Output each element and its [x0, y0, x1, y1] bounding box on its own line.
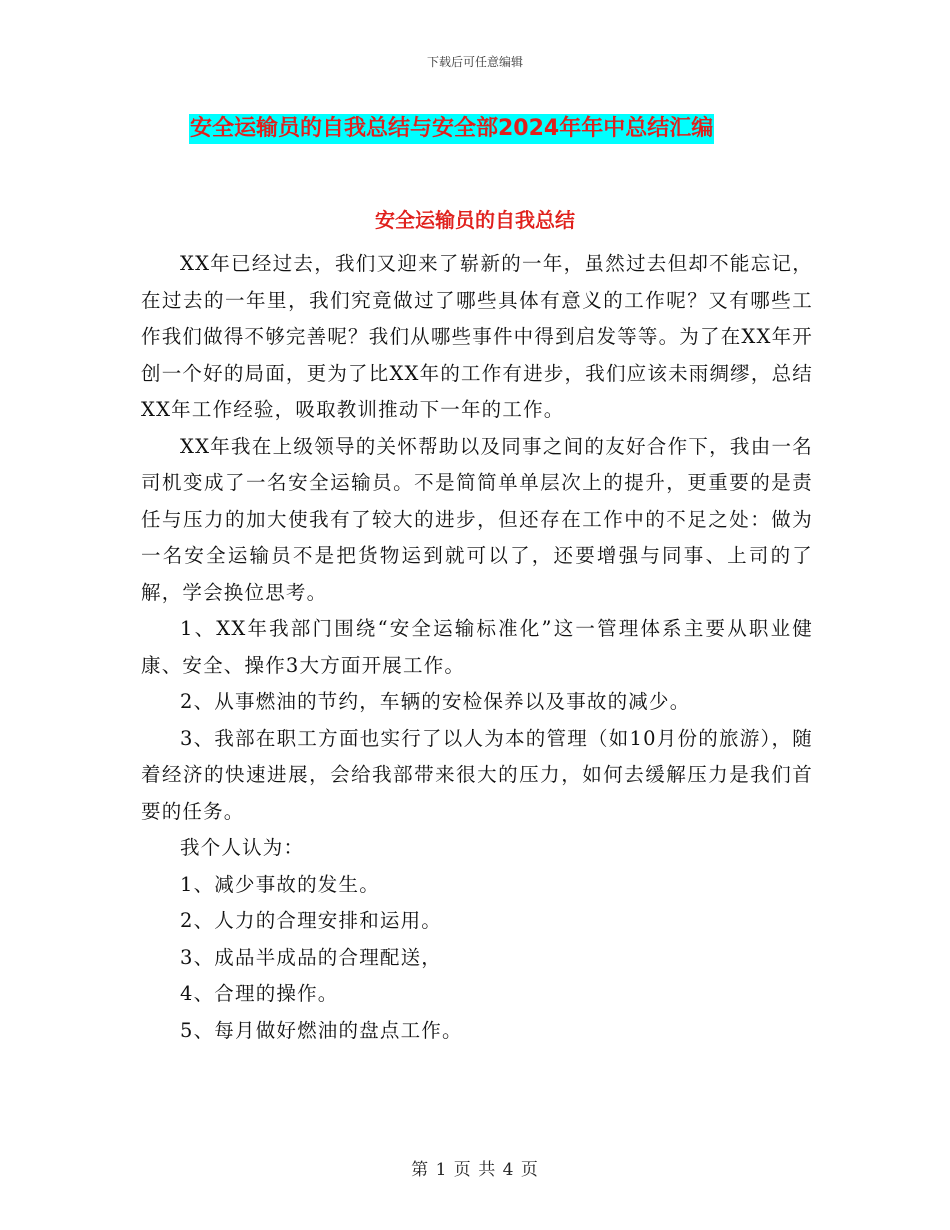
- paragraph: XX年我在上级领导的关怀帮助以及同事之间的友好合作下，我由一名司机变成了一名安全运输员。不是简简单单层次上的提升，更重要的是责任与压力的加大使我有了较大的进步，但还存在工作中的不足之处：做为一名安全运输员不是把货物运到就可以了，还要增强与同事、上司的了解，学会换位思考。: [141, 434, 813, 604]
- list-item: 1、减少事故的发生。: [180, 872, 380, 896]
- section-title: 安全运输员的自我总结: [375, 208, 575, 232]
- list-item: 2、人力的合理安排和运用。: [180, 909, 443, 932]
- document-body: [141, 246, 813, 1049]
- list-item: 3、成品半成品的合理配送，: [180, 945, 443, 969]
- header-note: 下载后可任意编辑: [426, 55, 523, 69]
- paragraph: 2、从事燃油的节约，车辆的安检保养以及事故的减少。: [180, 690, 691, 713]
- list-item: 5、每月做好燃油的盘点工作。: [180, 1018, 463, 1042]
- paragraph: 3、我部在职工方面也实行了以人为本的管理（如10月份的旅游），随着经济的快速进展，会给我部带来很大的压力，如何去缓解压力是我们首要的任务。: [141, 726, 813, 823]
- page-footer: 第 1 页 共 4 页: [411, 1160, 539, 1180]
- paragraph: XX年已经过去，我们又迎来了崭新的一年，虽然过去但却不能忘记，在过去的一年里，我们究竟做过了哪些具体有意义的工作呢？又有哪些工作我们做得不够完善呢？我们从哪些事件中得到启发等等。为了在XX年开创一个好的局面，更为了比XX年的工作有进步，我们应该未雨绸缪，总结XX年工作经验，吸取教训推动下一年的工作。: [141, 252, 813, 421]
- list-item: 4、合理的操作。: [180, 982, 339, 1005]
- paragraph: 1、XX年我部门围绕“安全运输标准化”这一管理体系主要从职业健康、安全、操作3大方面开展工作。: [141, 617, 813, 677]
- document-title: 安全运输员的自我总结与安全部2024年年中总结汇编: [189, 114, 714, 144]
- paragraph: 我个人认为：: [180, 836, 305, 859]
